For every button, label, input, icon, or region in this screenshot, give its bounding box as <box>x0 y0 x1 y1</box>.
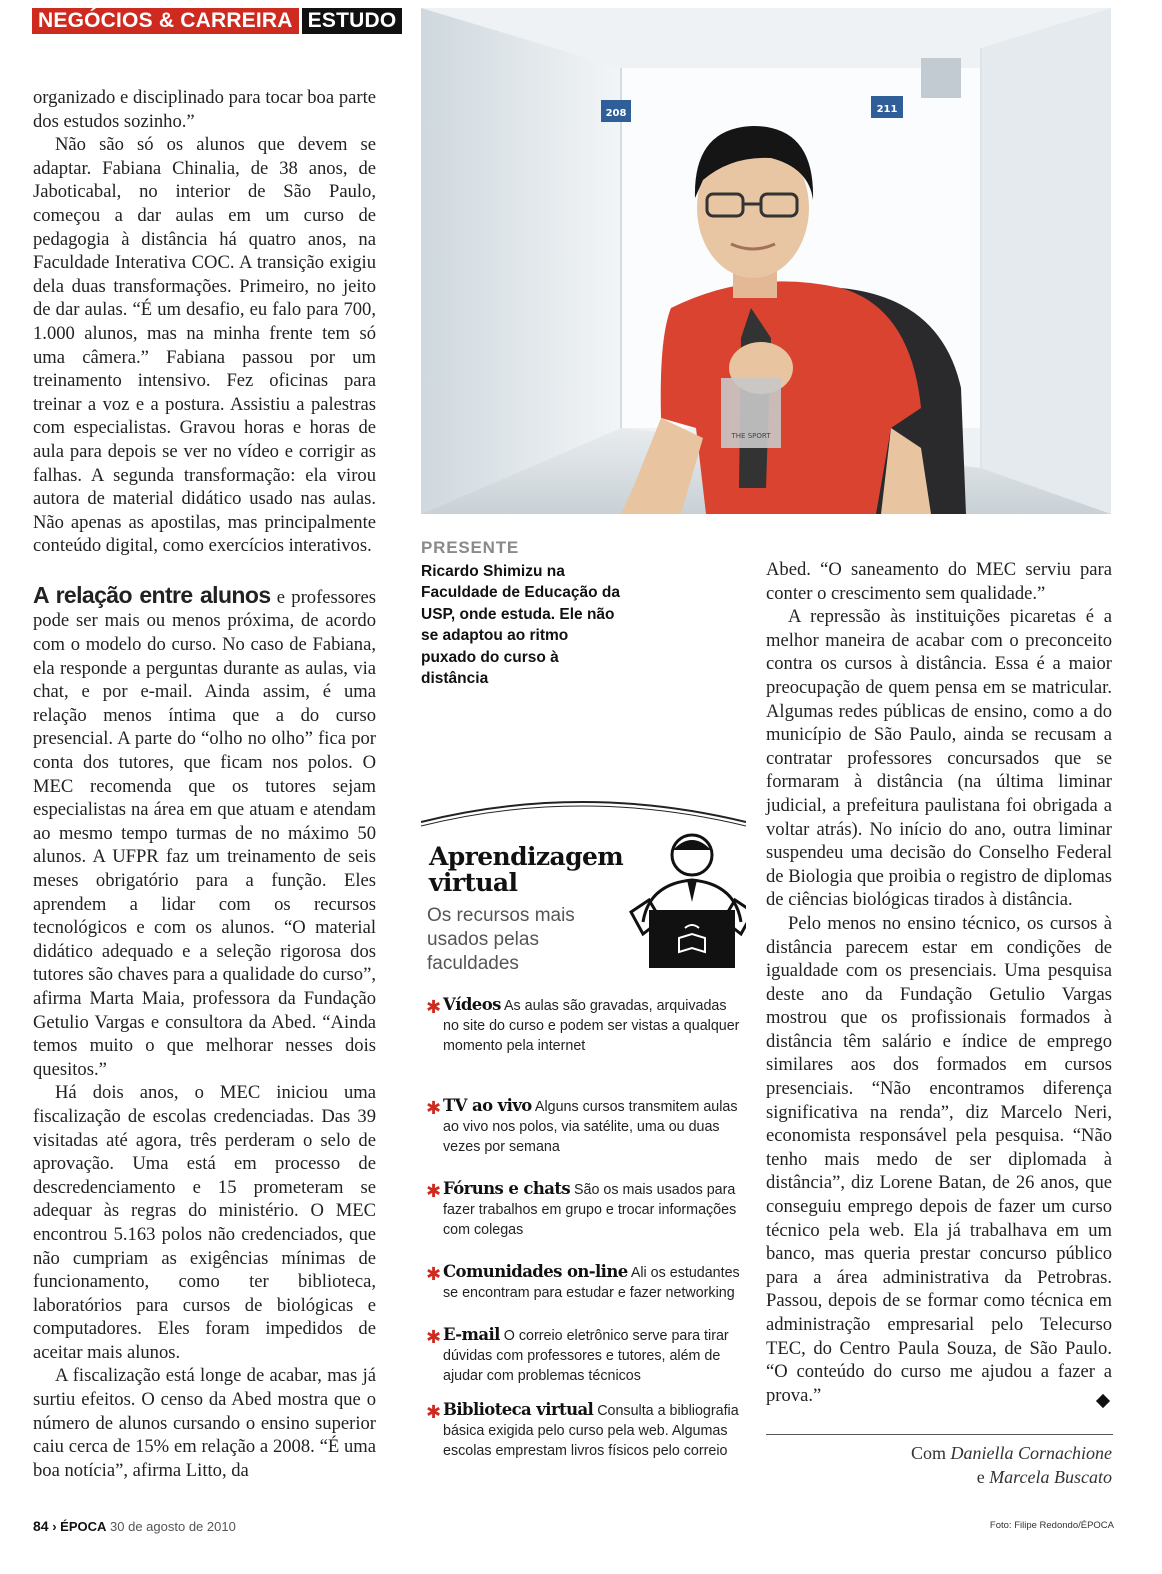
asterisk-icon: ✱ <box>426 1264 442 1284</box>
item-name: Fóruns e chats <box>443 1179 571 1198</box>
paragraph: Há dois anos, o MEC iniciou uma fiscalização de escolas credenciadas. Das 39 visitadas até agora, três perderam o selo de aprovação. Uma está em processo de descredenciamento e 15 prometeram se adequar às regras do ministério. O MEC encontrou 5.163 polos não credenciados, que não cumpriam as exigências mínimas de funcionamento, como ter biblioteca, laboratórios para cursos de biológicas e computadores. Eles foram impedidos de aceitar mais alunos. <box>33 1082 376 1363</box>
paragraph: A repressão às instituições picaretas é a melhor maneira de acabar com o preconceito contra os cursos à distância. Essa é a maior preocupação de quem pensa em se matricular. Algumas redes públicas de ensino, como a do município de São Paulo, ainda se recusam a contratar professores concursados que se formaram à distância (na última liminar judicial, a prefeitura paulistana foi obrigada a voltar atrás). No início do ano, outra liminar suspendeu uma decisão do Conselho Federal de Biologia que proibia o registro de diplomas de ciências biológicas tirados à distância. <box>766 606 1112 911</box>
section-label: NEGÓCIOS & CARREIRA <box>32 8 299 34</box>
paragraph <box>33 581 376 1081</box>
list-item <box>426 1262 746 1303</box>
door-sign-211: 211 <box>876 104 898 115</box>
credit-author: Daniella Cornachione <box>950 1443 1112 1463</box>
item-name: Vídeos <box>443 995 501 1014</box>
tutor-computer-icon <box>631 835 746 968</box>
divider <box>766 1434 1113 1435</box>
list-item <box>426 1179 746 1240</box>
student-photo <box>421 8 1111 514</box>
paragraph: Pelo menos no ensino técnico, os cursos à distância parecem estar em condições de igualdade com os presenciais. Uma pesquisa deste ano da Fundação Getulio Vargas mostrou que os profissionais formados à distância têm salário e índice de emprego similares aos dos formados em cursos presenciais. “Não encontramos diferença significativa na renda”, diz Marcelo Neri, economista responsável pela pesquisa. “Não tenho mais medo de ser diplomada à distância”, diz Lorene Batan, de 26 anos, que conseguiu emprego depois de fazer um curso técnico pela web. Ela já trabalhava em um banco, mas queria prestar concurso público para a área administrativa da Petrobras. Passou, depois de se formar como técnica em administração empresarial pelo Telecurso TEC, do Centro Paula Souza, de São Paulo. “O conteúdo do curso me ajudou a fazer a prova.” <box>766 912 1112 1406</box>
box-title <box>429 844 623 896</box>
caption-text: Ricardo Shimizu na Faculdade de Educação da USP, onde estuda. Ele não se adaptou ao ritmo puxado do curso à distância <box>421 562 620 687</box>
page-number: 84 <box>33 1518 49 1534</box>
asterisk-icon: ✱ <box>426 1181 442 1201</box>
article-column-left <box>33 86 376 1482</box>
item-name: Biblioteca virtual <box>443 1400 594 1419</box>
door-sign-208: 208 <box>605 108 627 119</box>
magazine-name: ÉPOCA <box>60 1519 107 1534</box>
paragraph-text: e professores pode ser mais ou menos próxima, de acordo com o modelo do curso. No caso de Fabiana, ela responde a perguntas durante as aulas, via chat, e por e-mail. Ainda assim, é uma relação menos íntima que a do curso presencial. A parte do “olho no olho” fica por conta dos tutores, que ficam nos polos. O MEC recomenda que os tutores sejam especialistas na área em que atuam e atendam ao mesmo tempo turmas de no máximo 50 alunos. A UFPR faz um treinamento de seis meses obrigatório para a função. Eles aprendem a lidar com os recursos tecnológicos e com os alunos. “O material didático adequado e a seleção rigorosa dos tutores são chaves para a qualidade do curso”, afirma Marta Maia, professora da Fundação Getulio Vargas e consultora da Abed. “Ainda temos muito o que melhorar nesses dois quesitos.” <box>33 586 376 1080</box>
list-item <box>426 995 746 1056</box>
page-footer <box>33 1518 236 1534</box>
paragraph: organizado e disciplinado para tocar boa parte dos estudos sozinho.” <box>33 87 376 132</box>
box-title-line: Aprendizagem <box>429 842 624 871</box>
item-text: Alguns cursos transmitem aulas ao vivo nos polos, via satélite, uma ou duas vezes por semana <box>443 1099 738 1155</box>
item-text: São os mais usados para fazer trabalhos em grupo e trocar informações com colegas <box>443 1182 737 1238</box>
photo-caption <box>421 537 621 690</box>
photo-credit: Foto: Filipe Redondo/ÉPOCA <box>989 1520 1114 1531</box>
item-name: E-mail <box>443 1325 500 1344</box>
paragraph: A fiscalização está longe de acabar, mas já surtiu efeitos. O censo da Abed mostra que o número de alunos cursando o ensino superior caiu cerca de 15% em relação a 2008. “É uma boa notícia”, afirma Litto, da <box>33 1365 376 1481</box>
credit-joiner: e <box>976 1467 990 1487</box>
paragraph: Abed. “O saneamento do MEC serviu para conter o crescimento sem qualidade.” <box>766 559 1112 604</box>
item-text: Ali os estudantes se encontram para estudar e fazer networking <box>443 1265 740 1301</box>
list-item <box>426 1096 746 1157</box>
section-lead: A relação entre alunos <box>33 581 271 608</box>
asterisk-icon: ✱ <box>426 1327 442 1347</box>
credit-prefix: Com <box>911 1443 951 1463</box>
caption-kicker: PRESENTE <box>421 538 520 557</box>
chevron-right-icon: › <box>52 1519 57 1534</box>
article-column-right <box>766 558 1112 1407</box>
item-name: TV ao vivo <box>443 1096 532 1115</box>
arc-line <box>421 802 746 822</box>
shirt-print: THE SPORT <box>731 432 771 440</box>
item-text: As aulas são gravadas, arquivadas no site do curso e podem ser vistas a qualquer momento pela internet <box>443 998 740 1054</box>
list-item <box>426 1400 746 1461</box>
list-item <box>426 1325 746 1386</box>
resource-list <box>426 995 746 1461</box>
asterisk-icon: ✱ <box>426 1402 442 1422</box>
asterisk-icon: ✱ <box>426 1098 442 1118</box>
section-header <box>32 8 402 34</box>
asterisk-icon: ✱ <box>426 997 442 1017</box>
item-text: O correio eletrônico serve para tirar dúvidas com professores e tutores, além de ajudar com problemas técnicos <box>443 1328 729 1384</box>
subsection-label: ESTUDO <box>302 8 403 34</box>
item-name: Comunidades on-line <box>443 1262 628 1281</box>
box-title-line: virtual <box>429 868 518 897</box>
issue-date: 30 de agosto de 2010 <box>110 1519 236 1534</box>
author-credit <box>911 1441 1112 1489</box>
item-text: Consulta a bibliografia básica exigida pelo curso pela web. Algumas escolas emprestam livros físicos pelo correio <box>443 1403 739 1459</box>
paragraph: Não são só os alunos que devem se adaptar. Fabiana Chinalia, de 38 anos, de Jaboticabal, no interior de São Paulo, começou a dar aulas em um curso de pedagogia à distância há quatro anos, na Faculdade Interativa COC. A transição exigiu dela duas transformações. Primeiro, no jeito de dar aulas. “É um desafio, eu falo para 700, 1.000 alunos, mas na minha frente tem só uma câmera.” Fabiana passou por um treinamento intensivo. Fez oficinas para treinar a voz e a postura. Assistiu a palestras com especialistas. Gravou horas e horas de aula para depois se ver no vídeo e corrigir as falhas. A segunda transformação: ela virou autora de material didático usado nas aulas. Não apenas as apostilas, mas principalmente conteúdo digital, como exercícios interativos. <box>33 134 376 557</box>
box-subtitle: Os recursos mais usados pelas faculdades <box>427 905 575 974</box>
credit-author: Marcela Buscato <box>989 1467 1112 1487</box>
